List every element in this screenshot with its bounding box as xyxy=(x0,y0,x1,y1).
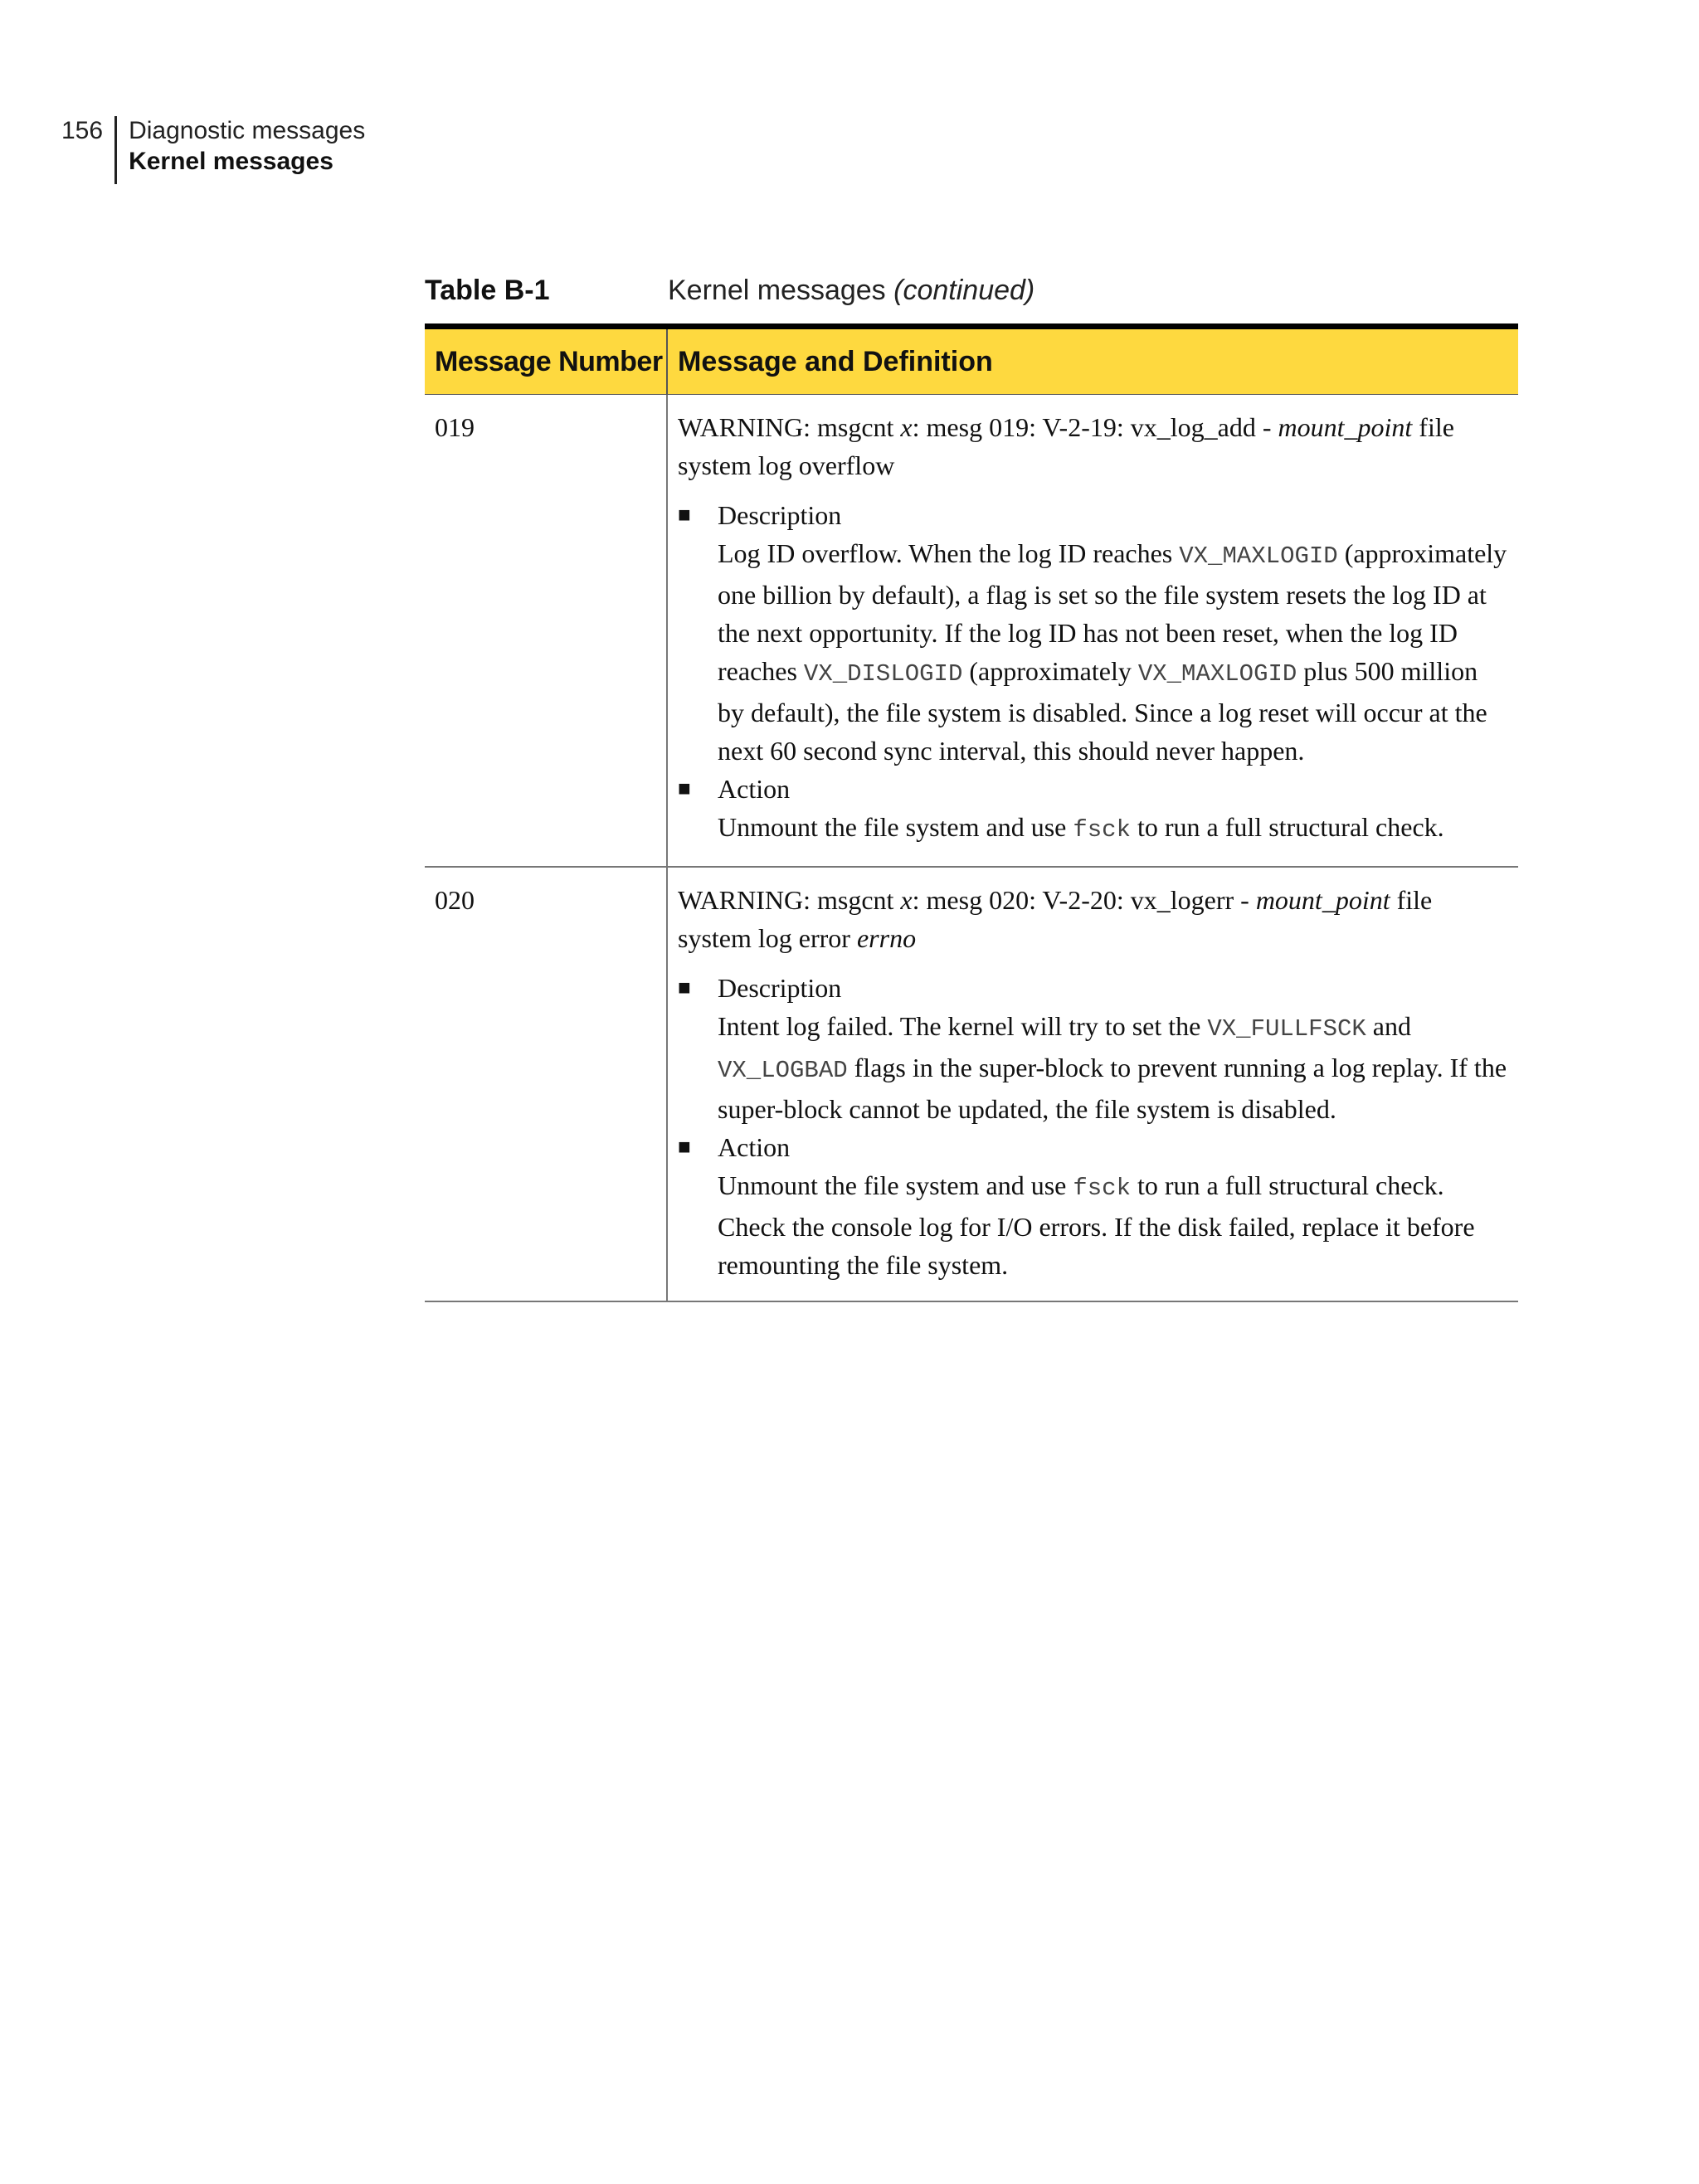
header-divider xyxy=(114,116,117,184)
text-span: Log ID overflow. When the log ID reaches xyxy=(718,538,1180,568)
action-bullet xyxy=(678,1128,1508,1284)
text-span: Intent log failed. The kernel will try to set the xyxy=(718,1011,1208,1041)
warning-suffix: file system log overflow xyxy=(678,412,1454,480)
table-header-row xyxy=(425,329,1518,395)
warning-mid: : mesg 019: V-2-19: vx_log_add - xyxy=(912,412,1278,442)
header-text xyxy=(129,116,365,178)
code-vx-maxlogid: VX_MAXLOGID xyxy=(1137,660,1297,688)
warning-mid: : mesg 020: V-2-20: vx_logerr - xyxy=(912,885,1256,915)
message-number: 020 xyxy=(425,868,668,1301)
action-text xyxy=(718,808,1508,849)
description-bullet xyxy=(678,496,1508,770)
text-span: (approximately one billion by default), a flag is set so the file system resets the log ID at the next opportunity. If the log ID has not been reset, when the log ID reaches xyxy=(718,538,1507,686)
running-header xyxy=(61,116,365,186)
description-body xyxy=(718,969,1508,1128)
message-definition xyxy=(668,868,1518,1301)
text-span: to run a full structural check. xyxy=(1131,812,1444,842)
message-definition xyxy=(668,395,1518,866)
warning-message xyxy=(678,881,1508,957)
warning-prefix: WARNING: msgcnt xyxy=(678,412,901,442)
description-text xyxy=(718,1007,1508,1128)
warning-prefix: WARNING: msgcnt xyxy=(678,885,901,915)
text-span: Unmount the file system and use xyxy=(718,1170,1073,1200)
message-number: 019 xyxy=(425,395,668,866)
action-label: Action xyxy=(718,1132,791,1162)
table-top-rule xyxy=(425,323,1518,329)
action-body xyxy=(718,770,1508,849)
table-row xyxy=(425,395,1518,868)
text-span: plus 500 million by default), the file system is disabled. Since a log reset will occur at the next 60 second sync interval, this should never happen. xyxy=(718,656,1487,766)
page-number: 156 xyxy=(61,117,104,144)
kernel-messages-table xyxy=(425,323,1518,1302)
description-text xyxy=(718,534,1508,770)
warning-suffix: file system log error xyxy=(678,885,1433,953)
action-text xyxy=(718,1166,1508,1284)
chapter-title: Diagnostic messages xyxy=(129,117,366,144)
var-x: x xyxy=(900,412,913,442)
description-label: Description xyxy=(718,500,842,530)
square-bullet-icon: ■ xyxy=(678,776,691,800)
text-span: (approximately xyxy=(962,656,1138,686)
text-span: flags in the super-block to prevent running a log replay. If the super-block cannot be updated, the file system is disabled. xyxy=(718,1053,1507,1124)
section-title: Kernel messages xyxy=(129,148,333,175)
table-continued: (continued) xyxy=(893,275,1035,306)
action-bullet xyxy=(678,770,1508,849)
table-row xyxy=(425,868,1518,1302)
description-label: Description xyxy=(718,973,842,1003)
column-header-message-definition: Message and Definition xyxy=(678,345,993,377)
code-vx-maxlogid: VX_MAXLOGID xyxy=(1179,542,1338,570)
var-mount-point: mount_point xyxy=(1255,885,1390,915)
square-bullet-icon: ■ xyxy=(678,975,691,1000)
table-caption xyxy=(425,274,1518,307)
table-label: Table B-1 xyxy=(425,275,550,306)
code-fsck: fsck xyxy=(1073,816,1131,844)
code-vx-fullfsck: VX_FULLFSCK xyxy=(1207,1015,1366,1043)
text-span: and xyxy=(1366,1011,1411,1041)
action-label: Action xyxy=(718,774,791,804)
code-vx-dislogid: VX_DISLOGID xyxy=(803,660,963,688)
description-body xyxy=(718,496,1508,770)
square-bullet-icon: ■ xyxy=(678,503,691,527)
var-mount-point: mount_point xyxy=(1278,412,1413,442)
action-body xyxy=(718,1128,1508,1284)
warning-message xyxy=(678,408,1508,484)
table-title xyxy=(668,274,1034,307)
code-fsck: fsck xyxy=(1073,1175,1131,1202)
text-span: Unmount the file system and use xyxy=(718,812,1073,842)
var-x: x xyxy=(900,885,913,915)
description-bullet xyxy=(678,969,1508,1128)
column-header-message-number: Message Number xyxy=(425,329,668,394)
square-bullet-icon: ■ xyxy=(678,1135,691,1159)
table-title-text: Kernel messages xyxy=(668,275,886,306)
text-span: to run a full structural check. Check the console log for I/O errors. If the disk failed, replace it before remounting the file system. xyxy=(718,1170,1475,1280)
code-vx-logbad: VX_LOGBAD xyxy=(718,1057,848,1084)
var-errno: errno xyxy=(856,923,917,953)
